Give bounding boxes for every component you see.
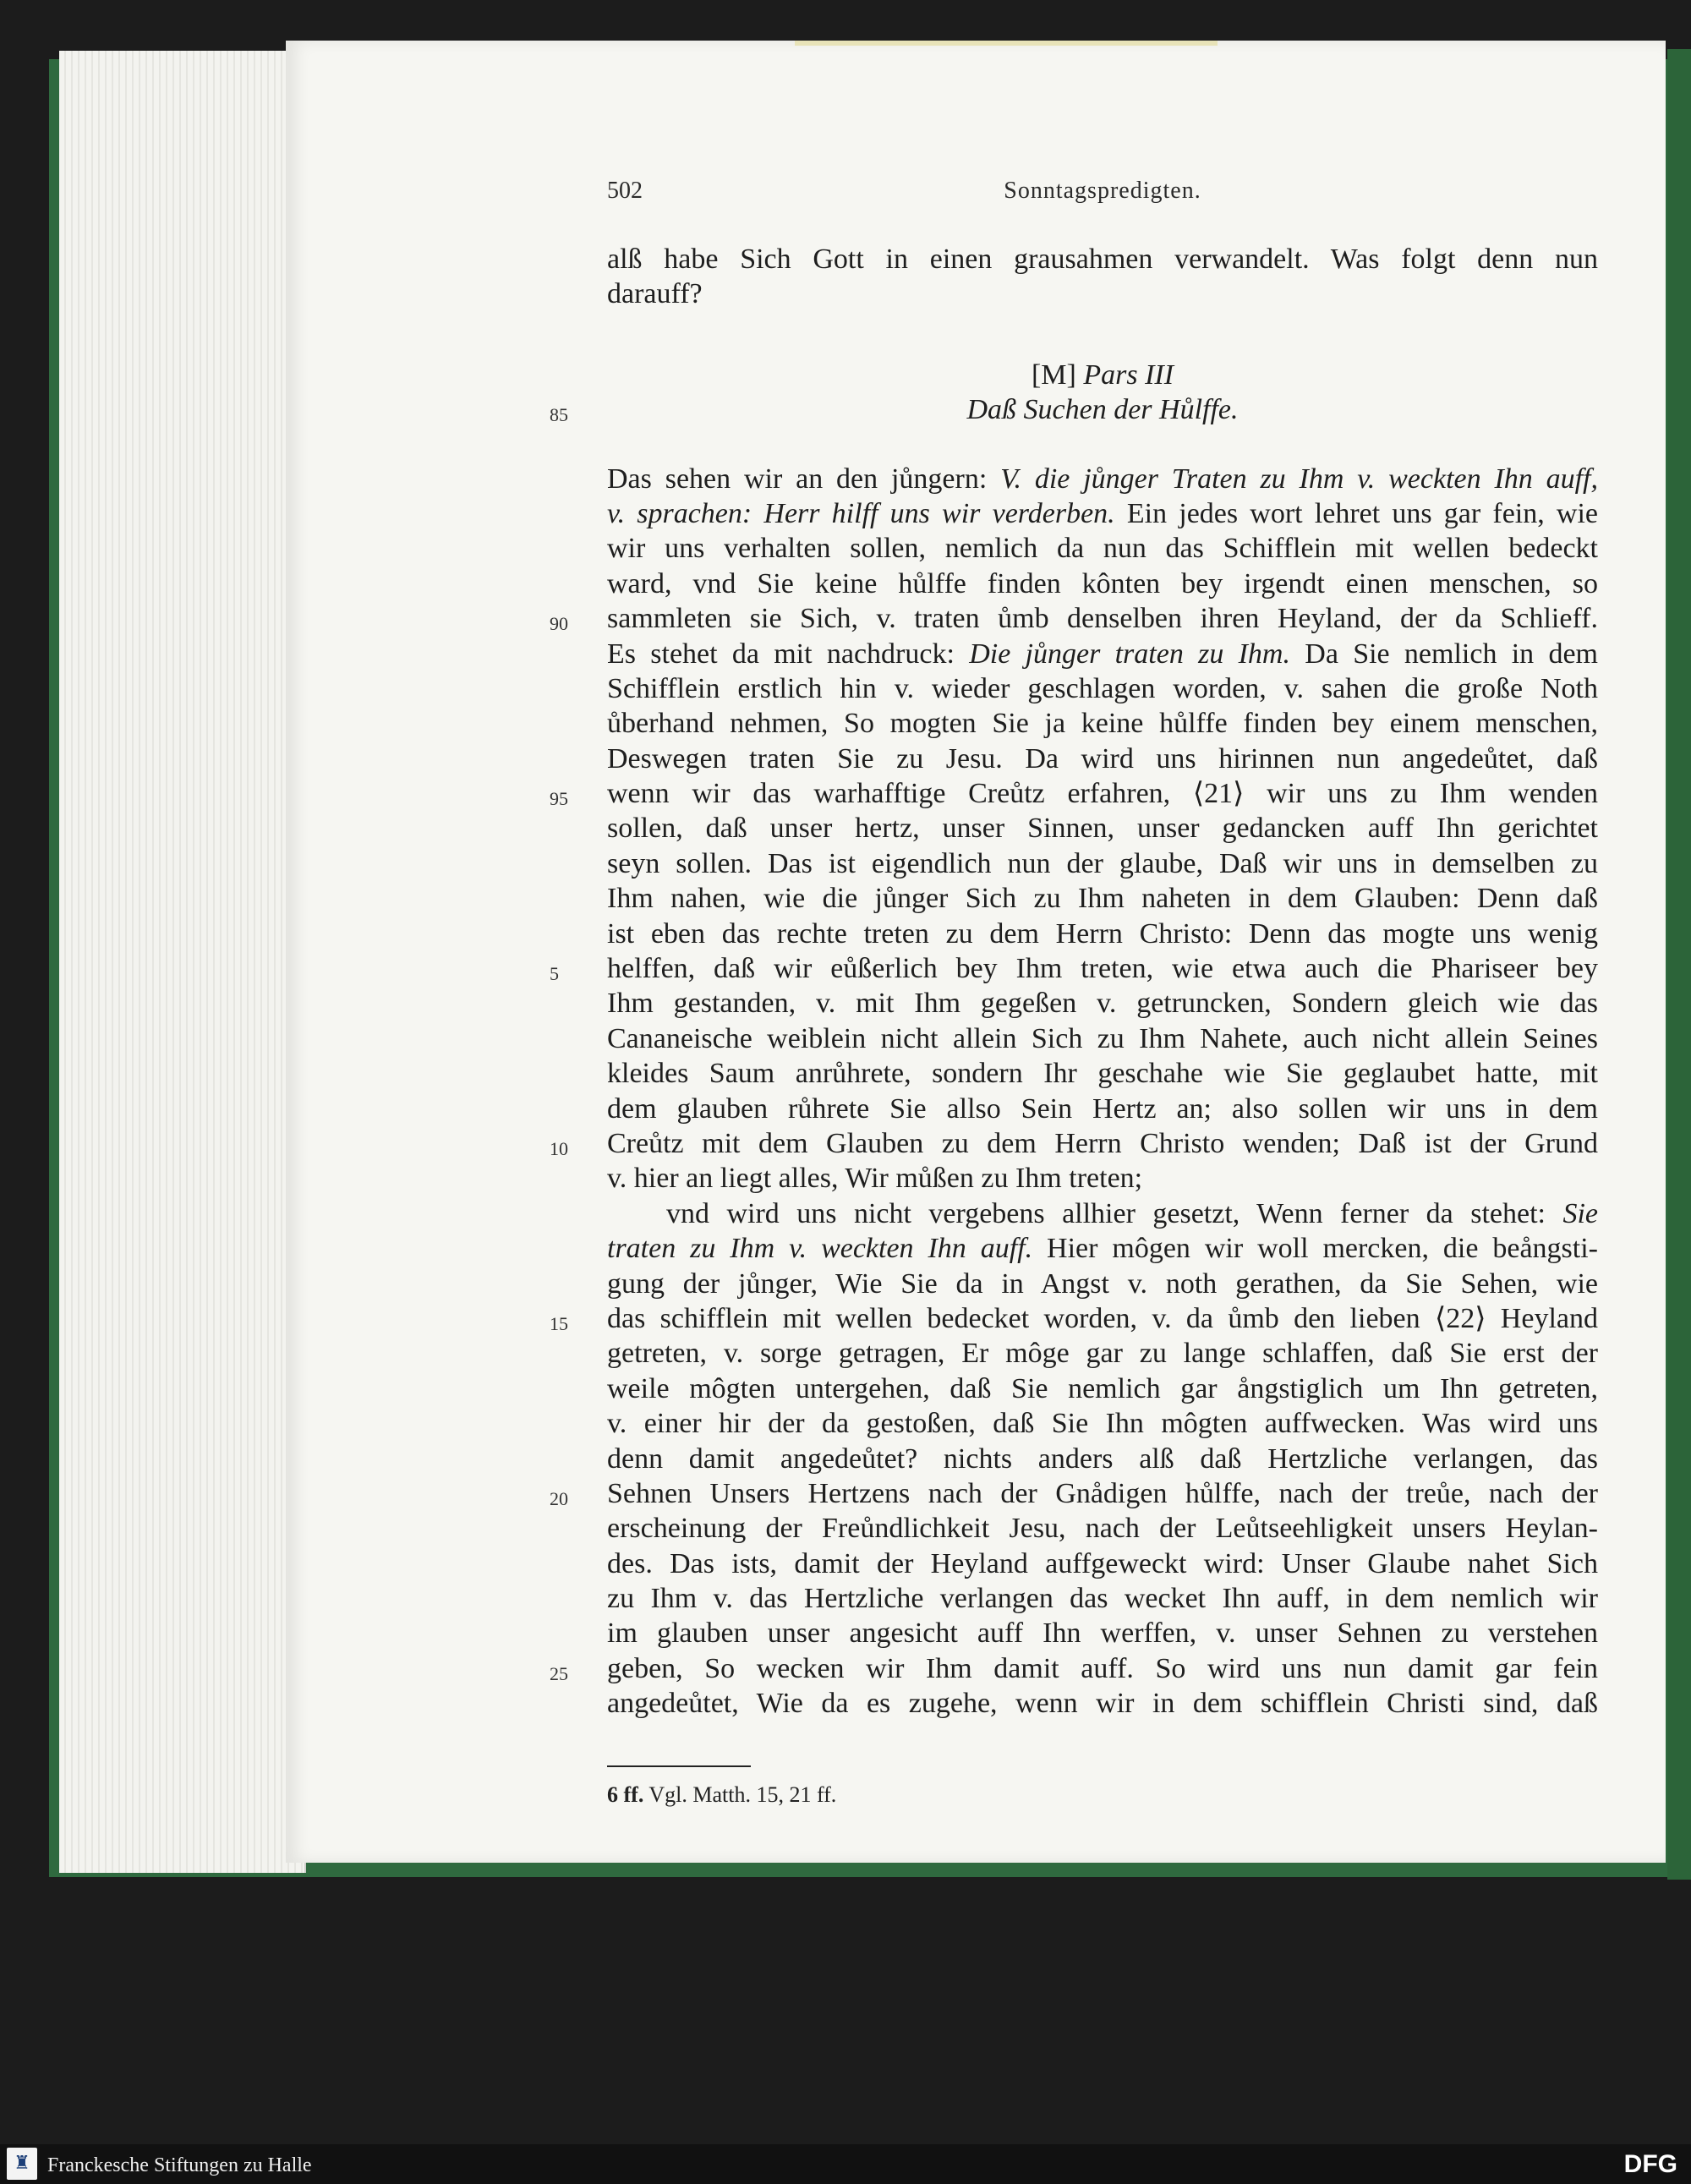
text-line: [550, 951, 1598, 986]
line-number: 10: [550, 1137, 568, 1159]
quote-span: v. sprachen: Herr hilff uns wir verderben.: [607, 497, 1115, 529]
main-text: [550, 242, 1599, 1721]
text-span: geben, So wecken wir Ihm damit auff. So wird uns nun damit gar fein: [607, 1652, 1598, 1684]
text-line: Cananeische weiblein nicht allein Sich zu Ihm Nahete, auch nicht allein Seines: [607, 1022, 1598, 1054]
line-number: 85: [550, 404, 568, 426]
text-span: Sehnen Unsers Hertzens nach der Gnådigen hůlffe, nach der treůe, nach der: [607, 1477, 1598, 1509]
text-span: helffen, daß wir eůßerlich bey Ihm treten, wie etwa auch die Phariseer bey: [607, 953, 1598, 985]
quote-span: V. die jůnger Traten zu Ihm v. weckten Ihn auff,: [1000, 463, 1598, 495]
line-number: 20: [550, 1487, 568, 1509]
text-line: Ihm nahen, wie die jůnger Sich zu Ihm naheten in dem Glauben: Denn daß: [607, 883, 1598, 915]
footer-institution: Franckesche Stiftungen zu Halle: [47, 2154, 312, 2176]
text-line: zu Ihm v. das Hertzliche verlangen das wecket Ihn auff, in dem nemlich wir: [607, 1583, 1598, 1615]
text-line: kleides Saum anrůhrete, sondern Ihr geschahe wie Sie geglaubet hatte, mit: [607, 1058, 1598, 1090]
text-line: im glauben unser angesicht auff Ihn werffen, v. unser Sehnen zu verstehen: [607, 1617, 1598, 1650]
text-span: das schifflein mit wellen bedecket worden, v. da ůmb den lieben ⟨22⟩ Heyland: [607, 1302, 1598, 1334]
running-head: [607, 178, 1598, 218]
quote-span: Die jůnger traten zu Ihm.: [969, 638, 1290, 670]
text-line: sollen, daß unser hertz, unser Sinnen, unser gedancken auff Ihn gerichtet: [607, 813, 1598, 845]
text-line: [550, 1126, 1598, 1161]
text-span: wenn wir das warhafftige Creůtz erfahren, ⟨21⟩ wir uns zu Ihm wenden: [607, 778, 1598, 810]
text-line: [607, 496, 1598, 531]
dfg-logo: DFG: [1623, 2150, 1677, 2178]
text-line: erscheinung der Freůndlichkeit Jesu, nach der Leůtseehligkeit unsers Heylan-: [607, 1513, 1598, 1545]
page-stack-edges: [59, 51, 306, 1873]
footnote-ref: 6 ff.: [607, 1782, 644, 1807]
section-subheading: [550, 392, 1598, 427]
text-line: angedeůtet, Wie da es zugehe, wenn wir in dem schifflein Christi sind, daß: [607, 1688, 1598, 1720]
text-line: Schifflein erstlich hin v. wieder geschlagen worden, v. sahen die große Noth: [607, 672, 1598, 704]
heading-bracket: [M]: [1031, 359, 1076, 391]
text-line: v. einer hir der da gestoßen, daß Sie Ihn môgten auffwecken. Was wird uns: [607, 1408, 1598, 1440]
text-line: ward, vnd Sie keine hůlffe finden kônten bey irgendt einen menschen, so: [607, 567, 1598, 599]
line-number: 90: [550, 613, 568, 635]
heading-part: Pars III: [1083, 359, 1174, 391]
text-span: Hier môgen wir woll mercken, die beångsti-: [1032, 1233, 1598, 1265]
text-line: gung der jůnger, Wie Sie da in Angst v. noth gerathen, da Sie Sehen, wie: [607, 1267, 1598, 1300]
text-line: denn damit angedeůtet? nichts anders alß daß Hertzliche verlangen, das: [607, 1442, 1598, 1475]
text-line: [550, 1301, 1598, 1336]
text-line: weile môgten untergehen, daß Sie nemlich gar ångstiglich um Ihn getreten,: [607, 1372, 1598, 1404]
text-line: Deswegen traten Sie zu Jesu. Da wird uns hirinnen nun angedeůtet, daß: [607, 742, 1598, 775]
quote-span: traten zu Ihm v. weckten Ihn auff.: [607, 1233, 1033, 1265]
text-span: Creůtz mit dem Glauben zu dem Herrn Christo wenden; Daß ist der Grund: [607, 1127, 1598, 1159]
text-line: ůberhand nehmen, So mogten Sie ja keine hůlffe finden bey einem menschen,: [607, 708, 1598, 740]
text-line: ist eben das rechte treten zu dem Herrn Christo: Denn das mogte uns wenig: [607, 917, 1598, 950]
text-line: [550, 601, 1598, 636]
institution-logo-icon: ♜: [7, 2148, 37, 2180]
text-span: sammleten sie Sich, v. traten ůmb denselben ihren Heyland, der da Schlieff.: [607, 603, 1598, 635]
text-span: vnd wird uns nicht vergebens allhier gesetzt, Wenn ferner da stehet:: [666, 1197, 1563, 1229]
section-heading: [607, 358, 1598, 392]
footnote-divider: [607, 1765, 751, 1767]
text-span: Das sehen wir an den jůngern:: [607, 463, 1001, 495]
text-line: [550, 776, 1598, 811]
footnote: [607, 1782, 836, 1808]
page-top-mark: [795, 41, 1218, 46]
line-number: 15: [550, 1312, 568, 1334]
heading-subtitle: Daß Suchen der Hůlffe.: [966, 394, 1239, 426]
text-line: darauff?: [607, 278, 703, 310]
quote-span: Sie: [1562, 1197, 1598, 1229]
text-span: Da Sie nemlich in dem: [1290, 638, 1598, 670]
line-number: 95: [550, 788, 568, 810]
text-line: getreten, v. sorge getragen, Er môge gar zu lange schlaffen, daß Sie erst der: [607, 1338, 1598, 1370]
line-number: 5: [550, 963, 559, 985]
text-line: seyn sollen. Das ist eigendlich nun der glaube, Daß wir uns in demselben zu: [607, 847, 1598, 879]
text-line: dem glauben růhrete Sie allso Sein Hertz an; also sollen wir uns in dem: [607, 1092, 1598, 1125]
text-line: des. Das ists, damit der Heyland auffgeweckt wird: Unser Glaube nahet Sich: [607, 1547, 1598, 1579]
text-line: [550, 1476, 1598, 1511]
text-span: Es stehet da mit nachdruck:: [607, 638, 970, 670]
text-line: [607, 1196, 1598, 1231]
text-line: v. hier an liegt alles, Wir můßen zu Ihm treten;: [607, 1163, 1143, 1195]
running-title: Sonntagspredigten.: [1004, 178, 1201, 204]
line-number: 25: [550, 1662, 568, 1684]
text-line: [550, 1651, 1598, 1686]
footnote-text: Vgl. Matth. 15, 21 ff.: [643, 1782, 837, 1807]
text-line: wir uns verhalten sollen, nemlich da nun das Schifflein mit wellen bedeckt: [607, 533, 1598, 565]
text-line: [607, 1231, 1598, 1266]
text-line: [607, 462, 1598, 496]
book-cover-edge-right: [1667, 49, 1691, 1880]
text-span: Ein jedes wort lehret uns gar fein, wie: [1114, 497, 1599, 529]
text-line: [607, 637, 1598, 671]
text-line: alß habe Sich Gott in einen grausahmen verwandelt. Was folgt denn nun: [607, 244, 1598, 275]
page-number: 502: [607, 178, 643, 204]
text-line: Ihm gestanden, v. mit Ihm gegeßen v. getruncken, Sondern gleich wie das: [607, 988, 1598, 1020]
